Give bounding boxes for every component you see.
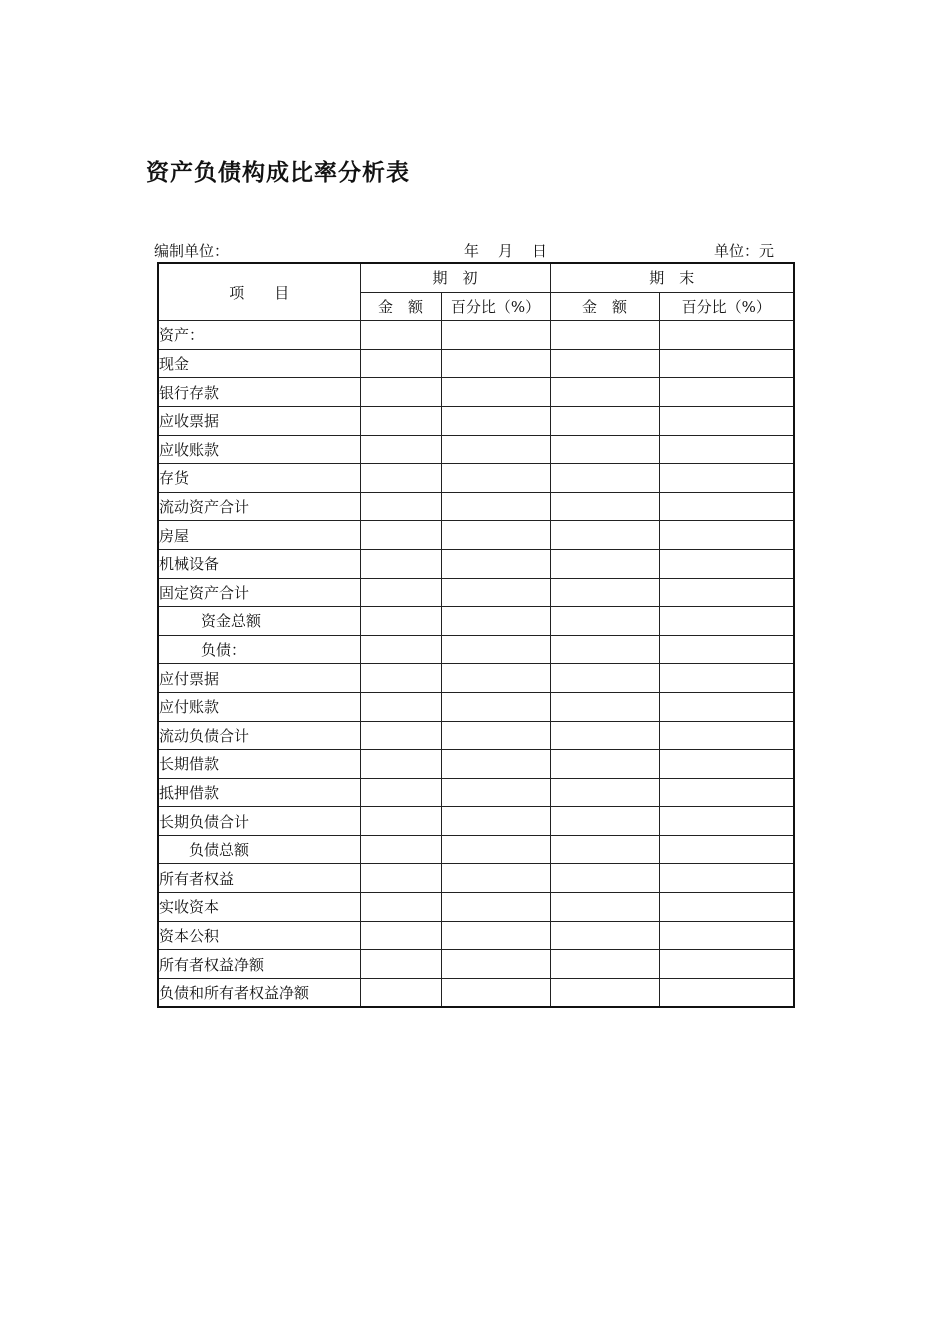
cell-begin-percent[interactable] [441, 521, 550, 550]
cell-end-amount[interactable] [550, 635, 659, 664]
cell-end-amount[interactable] [550, 435, 659, 464]
cell-end-amount[interactable] [550, 864, 659, 893]
header-item: 项 目 [158, 263, 360, 321]
cell-begin-amount[interactable] [360, 664, 441, 693]
header-period-end: 期 末 [550, 263, 794, 292]
cell-begin-percent[interactable] [441, 921, 550, 950]
cell-end-amount[interactable] [550, 978, 659, 1007]
cell-begin-amount[interactable] [360, 607, 441, 636]
cell-begin-percent[interactable] [441, 893, 550, 922]
header-begin-amount: 金 额 [360, 292, 441, 321]
date-year: 年 [464, 242, 480, 260]
row-label: 机械设备 [158, 549, 360, 578]
cell-begin-percent[interactable] [441, 978, 550, 1007]
cell-end-percent[interactable] [659, 406, 794, 435]
cell-end-amount[interactable] [550, 349, 659, 378]
cell-end-amount[interactable] [550, 378, 659, 407]
row-label: 负债： [158, 635, 360, 664]
cell-end-percent[interactable] [659, 607, 794, 636]
table-row [158, 607, 794, 636]
cell-end-amount[interactable] [550, 464, 659, 493]
cell-begin-amount[interactable] [360, 978, 441, 1007]
row-label: 资产： [158, 321, 360, 350]
row-label: 所有者权益 [158, 864, 360, 893]
cell-begin-amount[interactable] [360, 549, 441, 578]
cell-end-amount[interactable] [550, 549, 659, 578]
row-label: 抵押借款 [158, 778, 360, 807]
cell-end-percent[interactable] [659, 750, 794, 779]
table-row [158, 521, 794, 550]
cell-end-percent[interactable] [659, 950, 794, 979]
table-row [158, 835, 794, 864]
table-row [158, 664, 794, 693]
table-row [158, 406, 794, 435]
cell-end-percent[interactable] [659, 978, 794, 1007]
cell-begin-percent[interactable] [441, 635, 550, 664]
cell-begin-amount[interactable] [360, 750, 441, 779]
cell-end-amount[interactable] [550, 778, 659, 807]
cell-begin-percent[interactable] [441, 664, 550, 693]
row-label: 银行存款 [158, 378, 360, 407]
row-label: 实收资本 [158, 893, 360, 922]
cell-begin-percent[interactable] [441, 607, 550, 636]
row-label: 长期借款 [158, 750, 360, 779]
cell-begin-amount[interactable] [360, 921, 441, 950]
cell-end-amount[interactable] [550, 721, 659, 750]
cell-end-amount[interactable] [550, 521, 659, 550]
row-label: 固定资产合计 [158, 578, 360, 607]
cell-end-amount[interactable] [550, 578, 659, 607]
cell-begin-amount[interactable] [360, 321, 441, 350]
cell-begin-amount[interactable] [360, 835, 441, 864]
table-row [158, 578, 794, 607]
table-row [158, 778, 794, 807]
cell-begin-percent[interactable] [441, 692, 550, 721]
table-row [158, 464, 794, 493]
cell-begin-amount[interactable] [360, 435, 441, 464]
cell-end-percent[interactable] [659, 435, 794, 464]
row-label: 负债总额 [158, 835, 360, 864]
table-row [158, 321, 794, 350]
cell-end-amount[interactable] [550, 835, 659, 864]
cell-begin-percent[interactable] [441, 835, 550, 864]
row-label: 应付票据 [158, 664, 360, 693]
date-day: 日 [532, 242, 548, 260]
table-row [158, 692, 794, 721]
cell-end-percent[interactable] [659, 921, 794, 950]
cell-end-percent[interactable] [659, 378, 794, 407]
cell-end-percent[interactable] [659, 692, 794, 721]
cell-end-percent[interactable] [659, 492, 794, 521]
row-label: 流动资产合计 [158, 492, 360, 521]
table-row [158, 864, 794, 893]
cell-begin-percent[interactable] [441, 321, 550, 350]
cell-begin-percent[interactable] [441, 721, 550, 750]
cell-end-percent[interactable] [659, 864, 794, 893]
row-label: 流动负债合计 [158, 721, 360, 750]
table-row [158, 378, 794, 407]
table-row [158, 349, 794, 378]
table-body [158, 321, 794, 1008]
cell-begin-amount[interactable] [360, 692, 441, 721]
row-label: 存货 [158, 464, 360, 493]
cell-begin-amount[interactable] [360, 349, 441, 378]
balance-sheet-ratio-table [157, 262, 795, 1008]
cell-end-percent[interactable] [659, 349, 794, 378]
cell-end-amount[interactable] [550, 950, 659, 979]
cell-end-percent[interactable] [659, 893, 794, 922]
cell-begin-percent[interactable] [441, 578, 550, 607]
cell-begin-amount[interactable] [360, 778, 441, 807]
cell-end-percent[interactable] [659, 835, 794, 864]
cell-end-amount[interactable] [550, 321, 659, 350]
cell-begin-amount[interactable] [360, 492, 441, 521]
table-row [158, 950, 794, 979]
cell-begin-percent[interactable] [441, 349, 550, 378]
table-row [158, 978, 794, 1007]
row-label: 所有者权益净额 [158, 950, 360, 979]
cell-end-amount[interactable] [550, 492, 659, 521]
cell-begin-amount[interactable] [360, 864, 441, 893]
row-label: 现金 [158, 349, 360, 378]
table-row [158, 635, 794, 664]
cell-begin-percent[interactable] [441, 464, 550, 493]
cell-end-amount[interactable] [550, 607, 659, 636]
date-line [464, 240, 566, 261]
cell-begin-percent[interactable] [441, 378, 550, 407]
row-label: 应收账款 [158, 435, 360, 464]
cell-begin-percent[interactable] [441, 492, 550, 521]
preparer-label: 编制单位： [154, 242, 230, 260]
date-month: 月 [498, 242, 514, 260]
cell-end-percent[interactable] [659, 321, 794, 350]
header-end-percent: 百分比（%） [659, 292, 794, 321]
header-period-begin: 期 初 [360, 263, 550, 292]
table-row [158, 750, 794, 779]
cell-begin-amount[interactable] [360, 950, 441, 979]
cell-end-amount[interactable] [550, 750, 659, 779]
cell-end-amount[interactable] [550, 664, 659, 693]
cell-begin-percent[interactable] [441, 807, 550, 836]
cell-end-percent[interactable] [659, 778, 794, 807]
cell-begin-amount[interactable] [360, 521, 441, 550]
row-label: 应付账款 [158, 692, 360, 721]
cell-begin-percent[interactable] [441, 750, 550, 779]
cell-begin-amount[interactable] [360, 721, 441, 750]
cell-begin-amount[interactable] [360, 893, 441, 922]
cell-end-percent[interactable] [659, 807, 794, 836]
cell-begin-amount[interactable] [360, 635, 441, 664]
cell-begin-percent[interactable] [441, 778, 550, 807]
cell-end-amount[interactable] [550, 921, 659, 950]
row-label: 资本公积 [158, 921, 360, 950]
row-label: 资金总额 [158, 607, 360, 636]
table-row [158, 721, 794, 750]
cell-begin-amount[interactable] [360, 464, 441, 493]
cell-begin-percent[interactable] [441, 950, 550, 979]
row-label: 房屋 [158, 521, 360, 550]
cell-begin-amount[interactable] [360, 807, 441, 836]
table-row [158, 893, 794, 922]
cell-end-amount[interactable] [550, 692, 659, 721]
cell-end-amount[interactable] [550, 406, 659, 435]
page-title: 资产负债构成比率分析表 [146, 160, 410, 186]
cell-end-amount[interactable] [550, 893, 659, 922]
row-label: 长期负债合计 [158, 807, 360, 836]
table-row [158, 921, 794, 950]
cell-end-percent[interactable] [659, 664, 794, 693]
cell-begin-amount[interactable] [360, 378, 441, 407]
table-row [158, 549, 794, 578]
cell-begin-percent[interactable] [441, 435, 550, 464]
cell-end-percent[interactable] [659, 721, 794, 750]
header-begin-percent: 百分比（%） [441, 292, 550, 321]
cell-end-percent[interactable] [659, 521, 794, 550]
cell-begin-percent[interactable] [441, 549, 550, 578]
table-row [158, 807, 794, 836]
cell-end-amount[interactable] [550, 807, 659, 836]
cell-begin-amount[interactable] [360, 406, 441, 435]
table-row [158, 492, 794, 521]
row-label: 负债和所有者权益净额 [158, 978, 360, 1007]
cell-end-percent[interactable] [659, 578, 794, 607]
cell-begin-amount[interactable] [360, 578, 441, 607]
row-label: 应收票据 [158, 406, 360, 435]
header-end-amount: 金 额 [550, 292, 659, 321]
currency-unit: 单位：元 [714, 242, 775, 260]
cell-end-percent[interactable] [659, 549, 794, 578]
cell-begin-percent[interactable] [441, 406, 550, 435]
cell-begin-percent[interactable] [441, 864, 550, 893]
cell-end-percent[interactable] [659, 635, 794, 664]
cell-end-percent[interactable] [659, 464, 794, 493]
table-row [158, 435, 794, 464]
